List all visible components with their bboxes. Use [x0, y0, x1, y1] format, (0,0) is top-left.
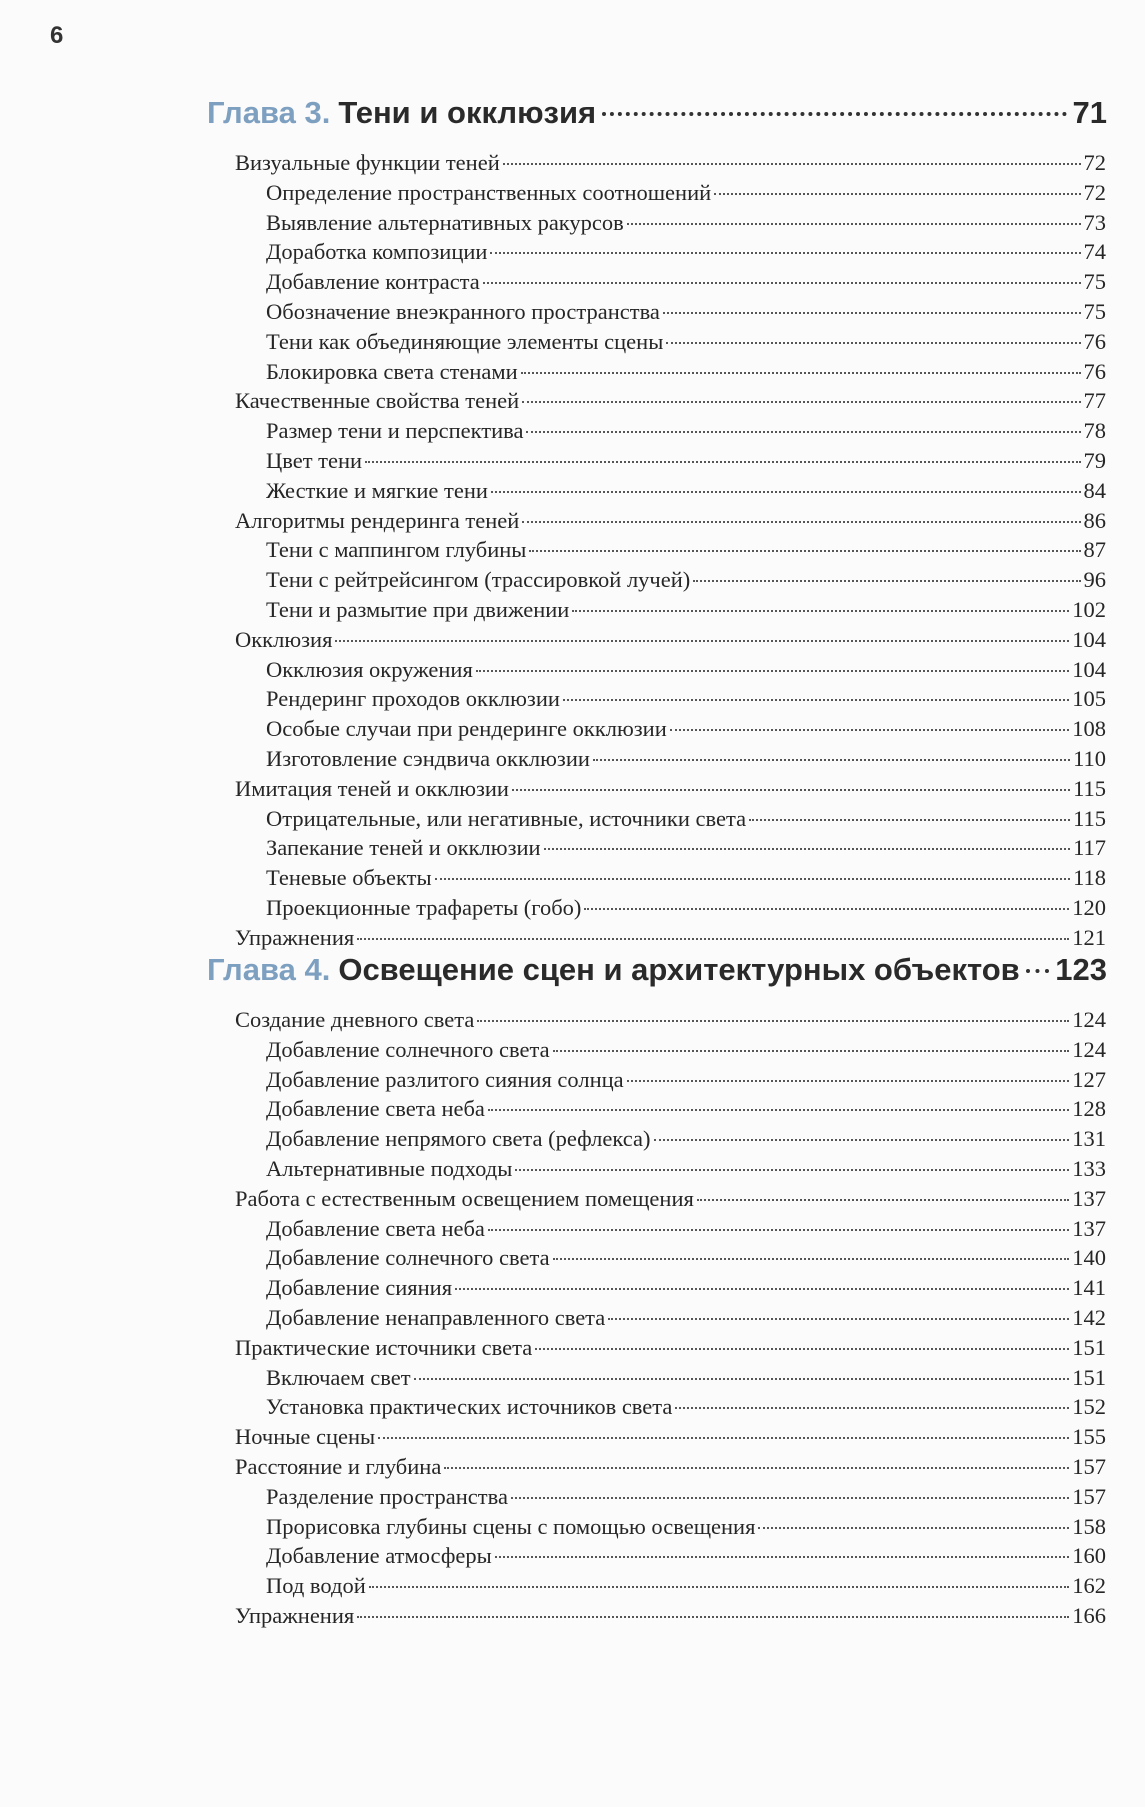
dot-leader	[414, 1378, 1070, 1380]
entry-title: Добавление ненаправленного света	[266, 1305, 606, 1330]
entry-title: Особые случаи при рендеринге окклюзии	[266, 716, 667, 742]
toc-section-entry[interactable]	[235, 1186, 1106, 1216]
dot-leader	[357, 938, 1069, 940]
entry-page-number: 124	[1072, 1036, 1106, 1062]
toc-section-entry[interactable]	[235, 1454, 1106, 1484]
dot-leader	[572, 610, 1069, 612]
entry-title: Обозначение внеэкранного пространства	[266, 299, 660, 324]
entry-page-number: 108	[1072, 716, 1106, 742]
toc-subsection-entry[interactable]	[266, 299, 1106, 329]
toc-subsection-entry[interactable]	[266, 1275, 1106, 1305]
entry-title: Тени и размытие при движении	[266, 597, 570, 622]
toc-section-entry[interactable]	[235, 627, 1106, 657]
entry-title: Практические источники света	[235, 1334, 533, 1360]
dot-leader	[476, 670, 1069, 672]
entry-page-number: 133	[1072, 1156, 1106, 1181]
entry-title: Работа с естественным освещением помещения	[235, 1185, 694, 1211]
toc-subsection-entry[interactable]	[266, 1245, 1106, 1275]
entry-page-number: 79	[1083, 448, 1106, 473]
toc-subsection-entry[interactable]	[266, 1216, 1106, 1246]
toc-subsection-entry[interactable]	[266, 1037, 1106, 1067]
entry-title: Добавление света неба	[266, 1215, 485, 1241]
chapter-heading[interactable]	[207, 95, 1107, 135]
entry-title: Окклюзия окружения	[266, 656, 473, 682]
dot-leader	[654, 1139, 1070, 1141]
toc-subsection-entry[interactable]	[266, 1156, 1106, 1186]
dot-leader	[563, 699, 1069, 701]
dot-leader	[627, 223, 1081, 225]
entry-title: Добавление сияния	[266, 1275, 453, 1301]
toc-subsection-entry[interactable]	[266, 1305, 1106, 1335]
toc-section-entry[interactable]	[235, 1603, 1106, 1633]
entry-page-number: 117	[1073, 835, 1106, 861]
dot-leader	[584, 908, 1069, 910]
entry-page-number: 75	[1083, 269, 1106, 295]
toc-subsection-entry[interactable]	[266, 686, 1106, 716]
chapter-page-number: 71	[1072, 95, 1107, 130]
dot-leader	[515, 1169, 1069, 1171]
dot-leader	[529, 550, 1080, 552]
toc-subsection-entry[interactable]	[266, 895, 1106, 925]
toc-section-entry[interactable]	[235, 388, 1106, 418]
entry-page-number: 76	[1083, 358, 1106, 384]
dot-leader	[490, 252, 1080, 254]
entry-title: Расстояние и глубина	[235, 1454, 442, 1479]
entry-page-number: 96	[1083, 567, 1106, 593]
entry-title: Установка практических источников света	[266, 1394, 673, 1420]
toc-subsection-entry[interactable]	[266, 1543, 1106, 1573]
toc-subsection-entry[interactable]	[266, 746, 1106, 776]
dot-leader	[444, 1467, 1069, 1469]
entry-page-number: 110	[1073, 746, 1106, 771]
toc-subsection-entry[interactable]	[266, 1096, 1106, 1126]
entry-page-number: 137	[1072, 1215, 1106, 1241]
dot-leader	[714, 193, 1080, 195]
entry-page-number: 104	[1072, 656, 1106, 682]
dot-leader	[378, 1437, 1069, 1439]
entry-page-number: 105	[1072, 686, 1106, 712]
entry-title: Доработка композиции	[266, 239, 488, 265]
entry-title: Теневые объекты	[266, 865, 432, 891]
entry-page-number: 131	[1072, 1126, 1106, 1152]
dot-leader	[495, 1556, 1070, 1558]
entry-title: Альтернативные подходы	[266, 1156, 513, 1181]
entry-page-number: 115	[1073, 775, 1106, 801]
dot-leader	[670, 729, 1069, 731]
dot-leader	[697, 1199, 1069, 1201]
entry-title: Включаем свет	[266, 1364, 411, 1390]
entry-title: Под водой	[266, 1573, 366, 1599]
entry-page-number: 160	[1072, 1543, 1106, 1569]
entry-title: Добавление атмосферы	[266, 1543, 492, 1569]
toc-subsection-entry[interactable]	[266, 835, 1106, 865]
toc-subsection-entry[interactable]	[266, 537, 1106, 567]
entry-page-number: 73	[1083, 209, 1106, 235]
entry-title: Прорисовка глубины сцены с помощью освещения	[266, 1513, 756, 1539]
toc-subsection-entry[interactable]	[266, 448, 1106, 478]
toc-subsection-entry[interactable]	[266, 359, 1106, 389]
toc-subsection-entry[interactable]	[266, 865, 1106, 895]
dot-leader	[512, 789, 1070, 791]
entry-title: Добавление непрямого света (рефлекса)	[266, 1126, 651, 1152]
toc-subsection-entry[interactable]	[266, 418, 1106, 448]
entry-page-number: 84	[1083, 477, 1106, 503]
dot-leader	[544, 848, 1071, 850]
dot-leader	[335, 640, 1069, 642]
dot-leader	[535, 1348, 1069, 1350]
entry-page-number: 155	[1072, 1424, 1106, 1450]
dot-leader	[1026, 969, 1050, 973]
entry-page-number: 78	[1083, 418, 1106, 444]
dot-leader	[357, 1616, 1069, 1618]
dot-leader	[553, 1050, 1070, 1052]
entry-title: Добавление разлитого сияния солнца	[266, 1066, 624, 1092]
toc-section-entry[interactable]	[235, 776, 1106, 806]
dot-leader	[593, 759, 1070, 761]
chapter-page-number: 123	[1055, 952, 1107, 987]
entry-title: Тени с рейтрейсингом (трассировкой лучей)	[266, 567, 691, 593]
entry-page-number: 87	[1083, 537, 1106, 563]
toc-subsection-entry[interactable]	[266, 1365, 1106, 1395]
entry-title: Блокировка света стенами	[266, 358, 518, 384]
entry-title: Добавление света неба	[266, 1096, 485, 1122]
toc-subsection-entry[interactable]	[266, 239, 1106, 269]
entry-page-number: 128	[1072, 1096, 1106, 1122]
entry-page-number: 157	[1072, 1454, 1106, 1479]
entry-title: Жесткие и мягкие тени	[266, 477, 488, 503]
toc-subsection-entry[interactable]	[266, 1067, 1106, 1097]
toc-section-entry[interactable]	[235, 1007, 1106, 1037]
dot-leader	[666, 342, 1080, 344]
toc-subsection-entry[interactable]	[266, 180, 1106, 210]
dot-leader	[675, 1407, 1069, 1409]
chapter-heading[interactable]	[207, 952, 1107, 992]
toc-subsection-entry[interactable]	[266, 567, 1106, 597]
entry-title: Добавление контраста	[266, 269, 480, 295]
chapter-title: Освещение сцен и архитектурных объектов	[338, 952, 1020, 987]
entry-title: Проекционные трафареты (гобо)	[266, 895, 582, 920]
entry-title: Запекание теней и окклюзии	[266, 835, 541, 861]
entry-page-number: 76	[1083, 328, 1106, 354]
entry-page-number: 74	[1083, 239, 1106, 265]
entry-page-number: 102	[1072, 597, 1106, 622]
entry-title: Выявление альтернативных ракурсов	[266, 209, 624, 235]
entry-page-number: 151	[1072, 1364, 1106, 1390]
dot-leader	[663, 312, 1081, 314]
entry-page-number: 142	[1072, 1305, 1106, 1330]
entry-title: Отрицательные, или негативные, источники света	[266, 805, 747, 831]
entry-page-number: 157	[1072, 1483, 1106, 1509]
dot-leader	[511, 1497, 1069, 1499]
dot-leader	[758, 1527, 1069, 1529]
page-number: 6	[50, 22, 64, 49]
entry-page-number: 77	[1083, 388, 1106, 414]
dot-leader	[369, 1586, 1070, 1588]
entry-page-number: 140	[1072, 1245, 1106, 1271]
dot-leader	[522, 521, 1080, 523]
dot-leader	[483, 282, 1081, 284]
dot-leader	[693, 580, 1080, 582]
toc-subsection-entry[interactable]	[266, 716, 1106, 746]
entry-title: Тени с маппингом глубины	[266, 537, 527, 563]
toc-subsection-entry[interactable]	[266, 657, 1106, 687]
toc-subsection-entry[interactable]	[266, 210, 1106, 240]
toc-subsection-entry[interactable]	[266, 597, 1106, 627]
entry-title: Упражнения	[235, 924, 355, 950]
entry-title: Качественные свойства теней	[235, 388, 520, 414]
entry-title: Алгоритмы рендеринга теней	[235, 507, 520, 533]
entry-title: Изготовление сэндвича окклюзии	[266, 746, 590, 771]
entry-page-number: 152	[1072, 1394, 1106, 1420]
entry-page-number: 121	[1072, 924, 1106, 950]
toc-subsection-entry[interactable]	[266, 1514, 1106, 1544]
entry-title: Визуальные функции теней	[235, 150, 500, 175]
entry-page-number: 137	[1072, 1185, 1106, 1211]
toc-subsection-entry[interactable]	[266, 269, 1106, 299]
dot-leader	[488, 1229, 1069, 1231]
dot-leader	[602, 112, 1066, 116]
dot-leader	[491, 491, 1081, 493]
toc-section-entry[interactable]	[235, 1335, 1106, 1365]
dot-leader	[521, 372, 1081, 374]
dot-leader	[522, 401, 1080, 403]
entry-page-number: 162	[1072, 1573, 1106, 1599]
entry-title: Ночные сцены	[235, 1424, 376, 1450]
toc-subsection-entry[interactable]	[266, 478, 1106, 508]
entry-title: Имитация теней и окклюзии	[235, 775, 509, 801]
toc-subsection-entry[interactable]	[266, 806, 1106, 836]
entry-page-number: 104	[1072, 626, 1106, 652]
dot-leader	[488, 1109, 1069, 1111]
dot-leader	[365, 461, 1080, 463]
entry-page-number: 158	[1072, 1513, 1106, 1539]
entry-page-number: 72	[1083, 179, 1106, 205]
entry-title: Рендеринг проходов окклюзии	[266, 686, 560, 712]
entry-title: Добавление солнечного света	[266, 1036, 550, 1062]
entry-page-number: 115	[1073, 805, 1106, 831]
toc-subsection-entry[interactable]	[266, 1394, 1106, 1424]
entry-title: Создание дневного света	[235, 1007, 475, 1032]
dot-leader	[608, 1318, 1069, 1320]
entry-page-number: 72	[1083, 150, 1106, 175]
entry-title: Тени как объединяющие элементы сцены	[266, 328, 664, 354]
chapter-label: Глава 3.	[207, 95, 331, 130]
entry-title: Цвет тени	[266, 448, 363, 473]
toc-subsection-entry[interactable]	[266, 329, 1106, 359]
toc-subsection-entry[interactable]	[266, 1126, 1106, 1156]
toc-section-entry[interactable]	[235, 925, 1106, 955]
entry-title: Окклюзия	[235, 626, 333, 652]
entry-page-number: 141	[1072, 1275, 1106, 1301]
entry-title: Определение пространственных соотношений	[266, 179, 712, 205]
entry-page-number: 166	[1072, 1603, 1106, 1628]
entry-page-number: 118	[1073, 865, 1106, 891]
dot-leader	[455, 1288, 1069, 1290]
toc-section-entry[interactable]	[235, 150, 1106, 180]
entry-page-number: 124	[1072, 1007, 1106, 1032]
entry-title: Добавление солнечного света	[266, 1245, 550, 1271]
dot-leader	[553, 1258, 1070, 1260]
dot-leader	[503, 163, 1081, 165]
dot-leader	[749, 819, 1070, 821]
entry-page-number: 151	[1072, 1334, 1106, 1360]
toc-subsection-entry[interactable]	[266, 1484, 1106, 1514]
entry-page-number: 86	[1083, 507, 1106, 533]
dot-leader	[477, 1020, 1069, 1022]
entry-title: Упражнения	[235, 1603, 355, 1628]
dot-leader	[435, 878, 1070, 880]
toc-subsection-entry[interactable]	[266, 1573, 1106, 1603]
dot-leader	[627, 1080, 1070, 1082]
dot-leader	[526, 431, 1080, 433]
toc-section-entry[interactable]	[235, 1424, 1106, 1454]
toc-section-entry[interactable]	[235, 508, 1106, 538]
entry-page-number: 75	[1083, 299, 1106, 324]
chapter-label: Глава 4.	[207, 952, 331, 987]
entry-page-number: 127	[1072, 1066, 1106, 1092]
entry-title: Разделение пространства	[266, 1483, 508, 1509]
entry-title: Размер тени и перспектива	[266, 418, 524, 444]
entry-page-number: 120	[1072, 895, 1106, 920]
chapter-title: Тени и окклюзия	[338, 95, 597, 130]
